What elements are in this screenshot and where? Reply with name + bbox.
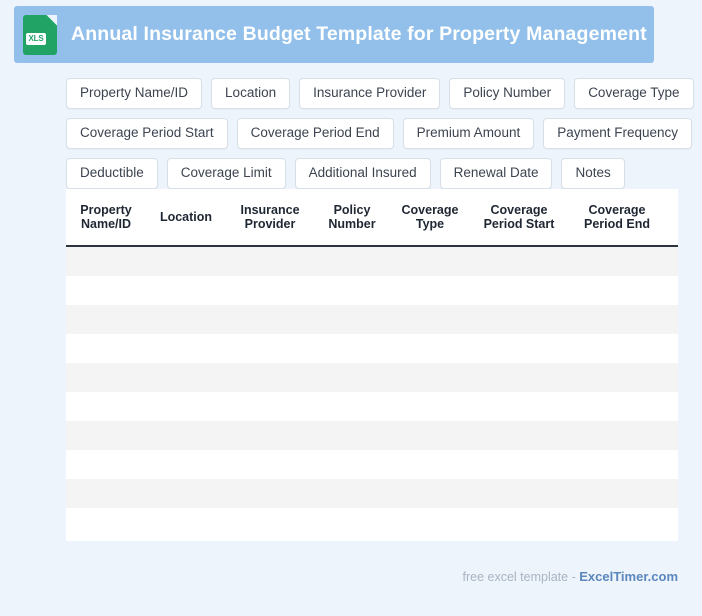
xls-file-icon — [23, 15, 57, 55]
chip-insurance-provider[interactable]: Insurance Provider — [299, 78, 440, 109]
chip-coverage-period-start[interactable]: Coverage Period Start — [66, 118, 228, 149]
column-header-coverage-type[interactable]: Coverage Type — [390, 189, 470, 246]
table-cell[interactable] — [146, 276, 226, 305]
table-cell[interactable] — [66, 479, 146, 508]
chip-row-2 — [66, 118, 679, 149]
table-cell[interactable] — [146, 421, 226, 450]
chip-deductible[interactable]: Deductible — [66, 158, 158, 189]
table-cell[interactable] — [470, 305, 568, 334]
table-cell[interactable] — [390, 392, 470, 421]
table-cell[interactable] — [666, 246, 678, 276]
table-cell[interactable] — [314, 479, 390, 508]
chip-policy-number[interactable]: Policy Number — [449, 78, 565, 109]
table-cell[interactable] — [666, 305, 678, 334]
chip-notes[interactable]: Notes — [561, 158, 624, 189]
table-cell[interactable] — [226, 479, 314, 508]
footer-text: free excel template - — [462, 570, 576, 584]
table-cell[interactable] — [314, 276, 390, 305]
chip-location[interactable]: Location — [211, 78, 290, 109]
footer-credit — [463, 569, 679, 584]
table-cell[interactable] — [568, 363, 666, 392]
table-cell[interactable] — [390, 450, 470, 479]
chip-coverage-period-end[interactable]: Coverage Period End — [237, 118, 394, 149]
column-header-location[interactable]: Location — [146, 189, 226, 246]
table-cell[interactable] — [66, 421, 146, 450]
table-cell[interactable] — [226, 334, 314, 363]
table-row[interactable] — [66, 246, 678, 276]
table-row[interactable] — [66, 392, 678, 421]
table-cell[interactable] — [314, 508, 390, 537]
table-cell[interactable] — [226, 421, 314, 450]
table-cell[interactable] — [470, 421, 568, 450]
table-header-row — [66, 189, 678, 246]
table-cell[interactable] — [226, 305, 314, 334]
table-cell[interactable] — [66, 450, 146, 479]
table-cell[interactable] — [568, 276, 666, 305]
column-header-policy-number[interactable]: Policy Number — [314, 189, 390, 246]
table-cell[interactable] — [314, 450, 390, 479]
document-header — [14, 6, 654, 63]
table-cell[interactable] — [470, 450, 568, 479]
chip-property-name-id[interactable]: Property Name/ID — [66, 78, 202, 109]
table-cell[interactable] — [568, 450, 666, 479]
table-cell[interactable] — [666, 450, 678, 479]
table-cell[interactable] — [226, 392, 314, 421]
table-cell[interactable] — [66, 508, 146, 537]
table-cell[interactable] — [390, 276, 470, 305]
table-cell[interactable] — [66, 246, 146, 276]
field-chip-list — [66, 78, 680, 198]
table-cell[interactable] — [568, 305, 666, 334]
chip-renewal-date[interactable]: Renewal Date — [440, 158, 553, 189]
column-header-coverage-period-start[interactable]: Coverage Period Start — [470, 189, 568, 246]
table-cell[interactable] — [390, 479, 470, 508]
table-cell[interactable] — [568, 392, 666, 421]
table-row[interactable] — [66, 334, 678, 363]
xls-icon-label: XLS — [26, 33, 46, 45]
table-row[interactable] — [66, 276, 678, 305]
table-cell[interactable] — [314, 363, 390, 392]
table-cell[interactable] — [568, 421, 666, 450]
table-cell[interactable] — [146, 363, 226, 392]
table-cell[interactable] — [666, 276, 678, 305]
table-cell[interactable] — [146, 450, 226, 479]
table-cell[interactable] — [226, 508, 314, 537]
table-cell[interactable] — [568, 479, 666, 508]
table-cell[interactable] — [66, 305, 146, 334]
table-cell[interactable] — [390, 421, 470, 450]
table-cell[interactable] — [314, 421, 390, 450]
footer-brand-link[interactable]: ExcelTimer.com — [579, 569, 678, 584]
table-cell[interactable] — [226, 363, 314, 392]
table-cell[interactable] — [470, 508, 568, 537]
chip-payment-frequency[interactable]: Payment Frequency — [543, 118, 692, 149]
table-cell[interactable] — [314, 246, 390, 276]
table-cell[interactable] — [146, 334, 226, 363]
chip-coverage-type[interactable]: Coverage Type — [574, 78, 693, 109]
table-cell[interactable] — [314, 334, 390, 363]
table-cell[interactable] — [146, 479, 226, 508]
column-header-overflow — [666, 189, 678, 246]
table-cell[interactable] — [666, 363, 678, 392]
table-cell[interactable] — [390, 508, 470, 537]
table-cell[interactable] — [66, 392, 146, 421]
table-cell[interactable] — [568, 508, 666, 537]
table-cell[interactable] — [470, 392, 568, 421]
table-cell[interactable] — [470, 479, 568, 508]
table-cell[interactable] — [226, 450, 314, 479]
table-cell[interactable] — [66, 276, 146, 305]
table-cell[interactable] — [66, 334, 146, 363]
table-row[interactable] — [66, 305, 678, 334]
table-cell[interactable] — [390, 363, 470, 392]
table-row[interactable] — [66, 450, 678, 479]
table-cell[interactable] — [226, 246, 314, 276]
chip-row-3 — [66, 158, 666, 189]
table-cell[interactable] — [666, 421, 678, 450]
column-header-insurance-provider[interactable]: Insurance Provider — [226, 189, 314, 246]
table-cell[interactable] — [146, 246, 226, 276]
table-cell[interactable] — [568, 334, 666, 363]
table-cell[interactable] — [314, 305, 390, 334]
column-header-property-name-id[interactable]: Property Name/ID — [66, 189, 146, 246]
chip-premium-amount[interactable]: Premium Amount — [403, 118, 535, 149]
chip-coverage-limit[interactable]: Coverage Limit — [167, 158, 286, 189]
table-row[interactable] — [66, 479, 678, 508]
table-cell[interactable] — [390, 334, 470, 363]
table-cell[interactable] — [146, 508, 226, 537]
table-cell[interactable] — [66, 363, 146, 392]
table-cell[interactable] — [314, 392, 390, 421]
table-body — [66, 246, 678, 537]
column-header-coverage-period-end[interactable]: Coverage Period End — [568, 189, 666, 246]
table-cell[interactable] — [666, 392, 678, 421]
table-cell[interactable] — [470, 363, 568, 392]
table-cell[interactable] — [568, 246, 666, 276]
table-row[interactable] — [66, 508, 678, 537]
table-cell[interactable] — [226, 276, 314, 305]
table-cell[interactable] — [390, 305, 470, 334]
table-cell[interactable] — [390, 246, 470, 276]
chip-row-1 — [66, 78, 680, 109]
table-cell[interactable] — [666, 334, 678, 363]
spreadsheet-table[interactable] — [66, 189, 678, 541]
table-cell[interactable] — [666, 479, 678, 508]
table-cell[interactable] — [470, 334, 568, 363]
table-cell[interactable] — [146, 392, 226, 421]
table-cell[interactable] — [666, 508, 678, 537]
chip-additional-insured[interactable]: Additional Insured — [295, 158, 431, 189]
table-row[interactable] — [66, 421, 678, 450]
table-cell[interactable] — [470, 276, 568, 305]
table-row[interactable] — [66, 363, 678, 392]
page-title: Annual Insurance Budget Template for Property Management — [71, 23, 647, 45]
table-cell[interactable] — [470, 246, 568, 276]
table-cell[interactable] — [146, 305, 226, 334]
